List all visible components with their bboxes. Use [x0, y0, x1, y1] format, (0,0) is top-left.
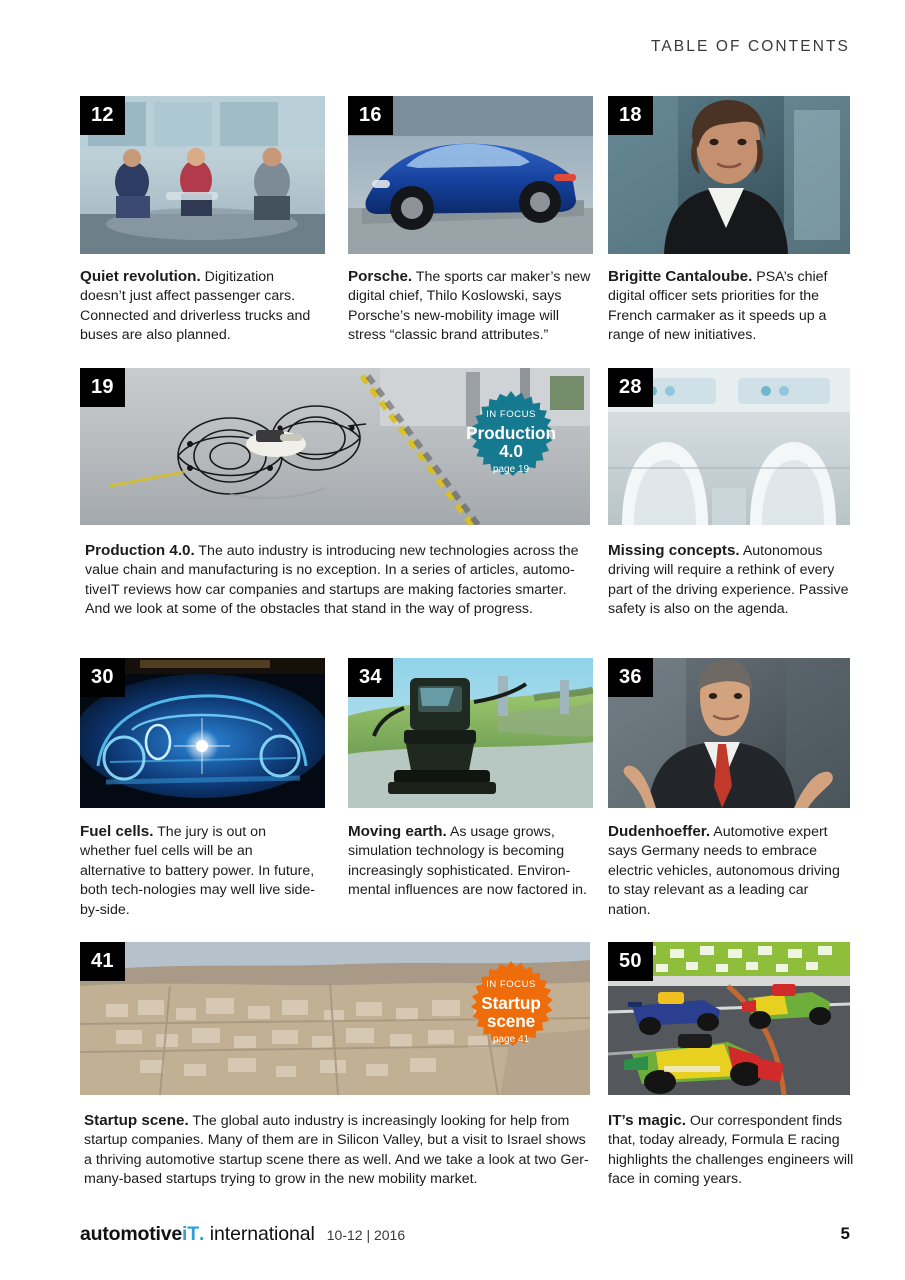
- toc-entry-50[interactable]: [608, 942, 854, 1190]
- toc-entry-28[interactable]: [608, 368, 850, 620]
- caption-body: The auto industry is introducing new technologies across the value chain and manufacturing is no exception. In a series of articles, automo-tiveIT reviews how car companies and startups are making factories smarter. And we look at some of the obstacles that stand in the way of progress.: [85, 543, 579, 618]
- toc-entry-16[interactable]: [348, 96, 593, 346]
- focus-badge-text: [458, 960, 564, 1066]
- toc-entry-41[interactable]: [80, 942, 590, 1190]
- caption-body: Our correspondent finds that, today already, Formula E racing highlights the challenges engineers will face in coming years.: [608, 1113, 854, 1188]
- issue-date: 10-12 | 2016: [326, 1227, 406, 1243]
- caption-18: [608, 267, 854, 346]
- toc-entry-34[interactable]: [348, 658, 593, 901]
- thumbnail-36[interactable]: [608, 658, 850, 808]
- toc-row-2: [80, 368, 850, 648]
- toc-entry-36[interactable]: [608, 658, 850, 920]
- caption-50: [608, 1111, 854, 1190]
- thumbnail-19[interactable]: [80, 368, 590, 525]
- page-number-badge: 36: [608, 658, 653, 697]
- thumbnail-18[interactable]: [608, 96, 850, 254]
- page-title: TABLE OF CONTENTS: [650, 38, 850, 55]
- caption-lead: Production 4.0.: [85, 542, 195, 559]
- folio-page-number: 5: [840, 1224, 850, 1243]
- page-header: [80, 38, 850, 56]
- thumbnail-28[interactable]: [608, 368, 850, 525]
- masthead-automotive: automotive: [80, 1223, 183, 1245]
- masthead-international: international: [209, 1223, 315, 1245]
- page-number-badge: 41: [80, 942, 125, 981]
- thumbnail-41[interactable]: [80, 942, 590, 1095]
- focus-badge-production[interactable]: [458, 390, 564, 496]
- caption-lead: Dudenhoeffer.: [608, 823, 711, 840]
- caption-lead: Missing concepts.: [608, 542, 740, 559]
- focus-kicker: IN FOCUS: [486, 979, 536, 991]
- caption-body: Digitization doesn’t just affect passenger cars. Connected and driverless trucks and buses are also planned.: [80, 269, 311, 344]
- thumbnail-50[interactable]: [608, 942, 850, 1095]
- focus-badge-text: [458, 390, 564, 496]
- caption-lead: Quiet revolution.: [80, 268, 201, 285]
- caption-body: The jury is out on whether fuel cells will be an alternative to battery power. In future, both tech-nologies may well live side-by-side.: [80, 824, 315, 918]
- focus-line-2: 4.0: [499, 441, 523, 462]
- focus-page-label: page 41: [492, 1033, 530, 1045]
- toc-entry-30[interactable]: [80, 658, 325, 920]
- focus-line-1: Startup: [481, 992, 541, 1013]
- focus-line-1: Production: [466, 422, 556, 443]
- caption-body: The sports car maker’s new digital chief, Thilo Koslowski, says Porsche’s new-mobility image will stress “classic brand attributes.”: [348, 269, 591, 344]
- page-number-badge: 12: [80, 96, 125, 135]
- focus-line-2: scene: [486, 1011, 536, 1032]
- thumbnail-16[interactable]: [348, 96, 593, 254]
- page-number-badge: 18: [608, 96, 653, 135]
- caption-28: [608, 541, 854, 620]
- caption-lead: Porsche.: [348, 268, 413, 285]
- masthead-logo: [80, 1222, 405, 1247]
- page-number-badge: 16: [348, 96, 393, 135]
- toc-entry-18[interactable]: [608, 96, 850, 346]
- caption-lead: Brigitte Cantaloube.: [608, 268, 753, 285]
- thumbnail-34[interactable]: [348, 658, 593, 808]
- page-number-badge: 34: [348, 658, 393, 697]
- caption-lead: Startup scene.: [84, 1112, 189, 1129]
- caption-body: PSA’s chief digital officer sets priorities for the French carmaker as it speeds up a range of new initiatives.: [608, 269, 828, 344]
- caption-41: [80, 1111, 592, 1190]
- thumbnail-12[interactable]: [80, 96, 325, 254]
- page-footer: [80, 1222, 850, 1252]
- page-number-badge: 19: [80, 368, 125, 407]
- toc-row-4: [80, 942, 854, 1188]
- caption-36: [608, 822, 854, 920]
- caption-19: [80, 541, 590, 620]
- page-number-badge: 30: [80, 658, 125, 697]
- toc-row-3: [80, 658, 850, 930]
- page-number-badge: 28: [608, 368, 653, 407]
- caption-lead: IT’s magic.: [608, 1112, 686, 1129]
- page-number-badge: 50: [608, 942, 653, 981]
- caption-body: As usage grows, simulation technology is becoming increasingly sophisticated. Environ-mental influences are now factored in.: [348, 824, 587, 899]
- masthead-dot: .: [198, 1223, 205, 1245]
- caption-34: [348, 822, 591, 901]
- focus-kicker: IN FOCUS: [486, 409, 536, 421]
- caption-lead: Moving earth.: [348, 823, 447, 840]
- caption-body: Autonomous driving will require a rethink of every part of the driving experience. Passive safety is also on the agenda.: [608, 543, 849, 618]
- caption-16: [348, 267, 591, 346]
- caption-lead: Fuel cells.: [80, 823, 154, 840]
- caption-body: The global auto industry is increasingly looking for help from startup companies. Many of them are in Silicon Valley, but a visit to Israel shows a thriving automotive startup scene there as well. And we take a look at two Ger-many-based startups trying to grow in the new mobility market.: [84, 1113, 589, 1188]
- toc-entry-19[interactable]: [80, 368, 590, 620]
- toc-grid: [80, 96, 854, 1188]
- toc-row-1: [80, 96, 850, 358]
- masthead-it: iT: [182, 1223, 199, 1245]
- toc-entry-12[interactable]: [80, 96, 325, 346]
- caption-30: [80, 822, 320, 920]
- thumbnail-30[interactable]: [80, 658, 325, 808]
- focus-page-label: page 19: [492, 463, 530, 475]
- focus-badge-startup[interactable]: [458, 960, 564, 1066]
- caption-body: Automotive expert says Germany needs to embrace electric vehicles, autonomous driving to stay relevant as a leading car nation.: [608, 824, 840, 918]
- caption-12: [80, 267, 320, 346]
